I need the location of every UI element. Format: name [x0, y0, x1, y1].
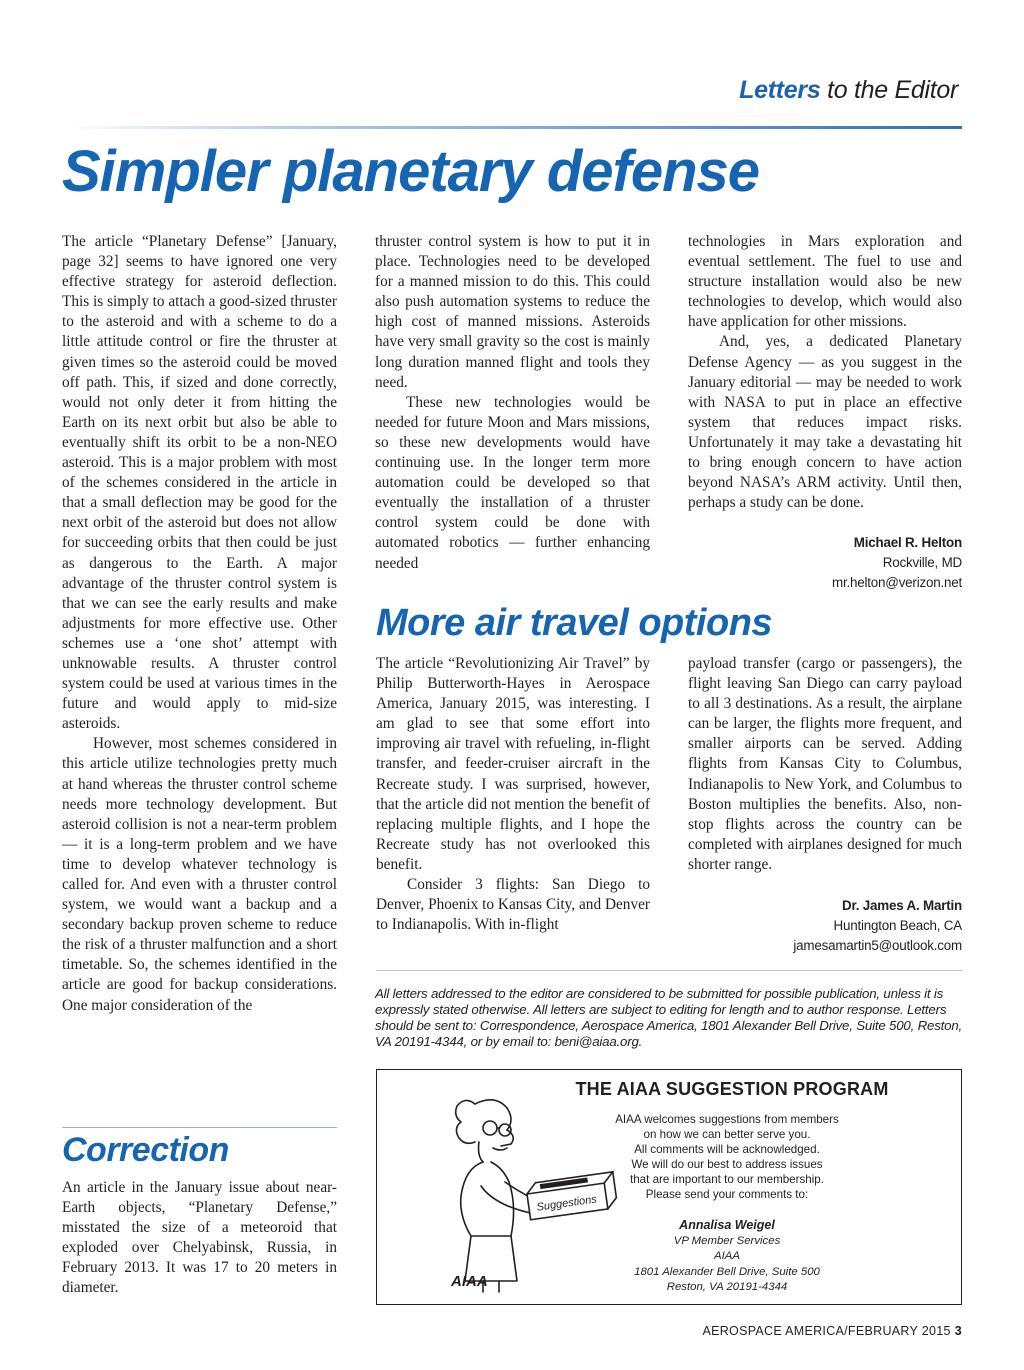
letter2-para-1: The article “Revolutionizing Air Travel” by Philip Butterworth-Hayes in Aerospace America, January 2015, was interesting. I am glad to see that some effort into improving air travel with refueling, in-flight transfer, and feeder-cruiser aircraft in the Recreate study. I was surprised, however, that the article did not mention the benefit of replacing multiple flights, and I hope the Recreate study has not overlooked this benefit.	[376, 655, 650, 873]
section-header-accent: Letters	[739, 76, 821, 104]
editor-notice: All letters addressed to the editor are considered to be submitted for possible publication, unless it is expressly stated otherwise. All letters are subject to editing for length and to author response. Letters should be sent to: Correspondence, Aerospace America, 1801 Alexander Bell Drive, Suite 500, Reston, VA 20191-4344, or by email to: beni@aiaa.org.	[375, 986, 963, 1049]
letter2-title: More air travel options	[376, 602, 773, 644]
letter1-email: mr.helton@verizon.net	[832, 575, 962, 591]
body-line: We will do our best to address issues	[631, 1158, 823, 1171]
notice-rule	[376, 970, 962, 971]
letter1-author: Michael R. Helton	[853, 535, 962, 550]
suggestion-program-title: THE AIAA SUGGESTION PROGRAM	[575, 1079, 889, 1099]
letter1-flow	[62, 232, 337, 1117]
body-line: Please send your comments to:	[645, 1188, 809, 1201]
contact-name: Annalisa Weigel	[679, 1218, 775, 1232]
suggestion-program-contact	[577, 1218, 877, 1296]
letter2-para-2b: payload transfer (cargo or passengers), the flight leaving San Diego can carry payload to all 3 destinations. As a result, the airplane can be larger, the flights more frequent, and smaller airports can be served. Adding flights from Kansas City to Columbus, Indianapolis to New York, and Columbus to Boston multiplies the benefits. Also, non-stop flights across the country can be completed with airplanes designed for much shorter range.	[688, 655, 962, 873]
footer-publication: AEROSPACE AMERICA/FEBRUARY 2015	[702, 1324, 951, 1338]
section-header	[739, 76, 958, 105]
letter2-author: Dr. James A. Martin	[842, 898, 962, 913]
letter1-col2	[375, 232, 650, 594]
correction-rule	[62, 1127, 337, 1128]
letter1-signature	[832, 533, 962, 593]
letter1-para-1: The article “Planetary Defense” [January, page 32] seems to have ignored one very effective strategy for asteroid deflection. This is simply to attach a good-sized thruster to the asteroid and with a scheme to do a little attitude control or fire the thruster at given times so the asteroid could be moved off path. This, if sized and done correctly, would not only deter it from hitting the Earth on its next orbit but also be able to eventually shift its orbit to be a non-NEO asteroid. This is a major problem with most of the schemes considered in the article in that a small deflection may be good for the next orbit of the asteroid but does not allow for succeeding orbits that then could be just as dangerous to the Earth. A major advantage of the thruster control system is that we can see the early results and make adjustments for more effective use. Other schemes use a ‘one shot’ attempt with unknowable results. A thruster control system could be used at various times in the future and would apply to mid-size asteroids.	[62, 233, 337, 733]
letter1-col1	[62, 232, 337, 1117]
letter2-para-2a: Consider 3 flights: San Diego to Denver, Phoenix to Kansas City, and Denver to Indianapolis. With in-flight	[376, 876, 650, 934]
suggestion-box-label: Suggestions	[535, 1193, 598, 1214]
body-line: All comments will be acknowledged.	[634, 1143, 820, 1156]
contact-address-line2: Reston, VA 20191-4344	[666, 1281, 788, 1293]
contact-org: AIAA	[714, 1250, 740, 1262]
page-number: 3	[954, 1324, 962, 1338]
letter1-para-3b: technologies in Mars exploration and eventual settlement. The fuel to use and structure installation would also be new technologies to develop, which would also have application for other missions.	[688, 233, 962, 331]
section-header-rest: to the Editor	[820, 76, 958, 104]
aiaa-logo: AIAA	[451, 1273, 488, 1290]
header-rule	[62, 126, 962, 129]
suggestion-program-body	[587, 1112, 867, 1202]
contact-title: VP Member Services	[673, 1234, 781, 1247]
letter2-signature	[793, 896, 962, 956]
body-line: AIAA welcomes suggestions from members	[615, 1113, 839, 1126]
page-footer	[702, 1324, 962, 1338]
letter1-location: Rockville, MD	[882, 555, 962, 571]
letter2-col1	[376, 654, 650, 959]
correction-text: An article in the January issue about near-Earth objects, “Planetary Defense,” misstated the size of a meteoroid that exploded over Chelyabinsk, Russia, in February 2013. It was 17 to 20 meters in diameter.	[62, 1179, 337, 1297]
letter1-para-3a: These new technologies would be needed for future Moon and Mars missions, so these new developments would have continuing use. In the longer term more automation could be developed so that eventually the installation of a thruster control system could be done with automated robotics — further enhancing needed	[375, 393, 650, 572]
letter1-col3	[688, 232, 962, 554]
letter1-para-4: And, yes, a dedicated Planetary Defense Agency — as you suggest in the January editorial — may be needed to work with NASA to put in place an effective system that reduces impact risks. Unfortunately it may take a devastating hit to bring enough concern to have action beyond NASA’s ARM activity. Until then, perhaps a study can be done.	[688, 333, 962, 512]
body-line: that are important to our membership.	[630, 1173, 824, 1186]
letter2-location: Huntington Beach, CA	[833, 918, 962, 934]
contact-address-line1: 1801 Alexander Bell Drive, Suite 500	[634, 1265, 820, 1278]
correction-title: Correction	[62, 1131, 229, 1169]
letter2-email: jamesamartin5@outlook.com	[793, 938, 962, 954]
suggestion-program-box	[376, 1069, 962, 1305]
letter1-para-2b: thruster control system is how to put it in place. Technologies need to be developed for a manned mission to do this. This could also push automation systems to reduce the high cost of manned missions. Asteroids have very small gravity so the cost is mainly long duration manned flight and tools they need.	[375, 233, 650, 391]
letter2-col2	[688, 654, 962, 897]
body-line: on how we can better serve you.	[643, 1128, 811, 1141]
letter1-para-2a: However, most schemes considered in this article utilize technologies pretty much at hand whereas the thruster control scheme needs more technology development. But asteroid collision is not a near-term problem — it is a long-term problem and we have time to develop whatever technology is called for. And even with a thruster control system, we would want a backup and a secondary backup proven scheme to reduce the risk of a thruster malfunction and a short timetable. So, the schemes identified in the article are good for backup considerations. One major consideration of the	[62, 735, 337, 1014]
letter1-title: Simpler planetary defense	[62, 139, 760, 204]
